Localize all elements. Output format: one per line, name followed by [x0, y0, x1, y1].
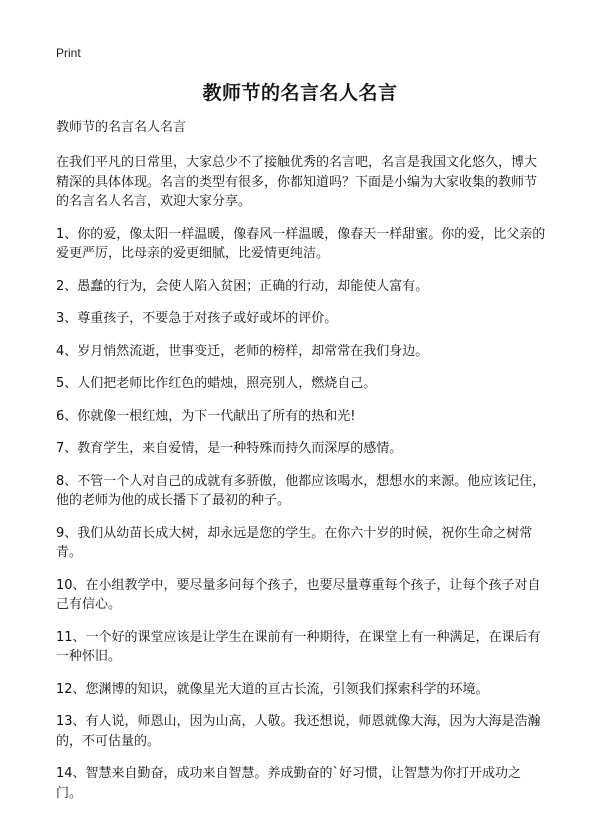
quote-paragraph: 1、你的爱，像太阳一样温暖，像春风一样温暖，像春天一样甜蜜。你的爱，比父亲的爱更严厉，比母亲的爱更细腻，比爱情更纯洁。 [56, 226, 546, 261]
quote-paragraph: 3、尊重孩子，不要急于对孩子或好或坏的评价。 [56, 311, 338, 326]
quote-paragraph: 11、一个好的课堂应该是让学生在课前有一种期待，在课堂上有一种满足，在课后有一种怀旧。 [56, 629, 541, 664]
quote-paragraph: 8、不管一个人对自己的成就有多骄傲，他都应该喝水，想想水的来源。他应该记住，他的老师为他的成长播下了最初的种子。 [56, 473, 546, 508]
print-link[interactable]: Print [56, 46, 81, 60]
article-body [56, 118, 546, 816]
quote-paragraph: 14、智慧来自勤奋，成功来自智慧。养成勤奋的`好习惯，让智慧为你打开成功之门。 [56, 766, 522, 801]
quote-paragraph: 4、岁月悄然流逝，世事变迁，老师的榜样，却常常在我们身边。 [56, 343, 429, 359]
quote-paragraph: 7、教育学生，来自爱情，是一种特殊而持久而深厚的感情。 [56, 441, 403, 456]
quote-paragraph: 5、人们把老师比作红色的蜡烛，照亮别人，燃烧自己。 [56, 376, 377, 391]
article-subtitle: 教师节的名言名人名言 [56, 120, 187, 135]
quote-paragraph: 10、在小组教学中，要尽量多问每个孩子，也要尽量尊重每个孩子，让每个孩子对自己有信心。 [56, 577, 541, 612]
quote-paragraph: 6、你就像一根红烛，为下一代献出了所有的热和光! [56, 408, 356, 424]
page-title: 教师节的名言名人名言 [202, 82, 398, 104]
quote-paragraph: 12、您渊博的知识，就像星光大道的亘古长流，引领我们探索科学的环境。 [56, 681, 489, 697]
quote-paragraph: 13、有人说，师恩山，因为山高，人敬。我还想说，师恩就像大海，因为大海是浩瀚的，不可估量的。 [56, 714, 541, 749]
quote-paragraph: 2、愚蠢的行为，会使人陷入贫困；正确的行动，却能使人富有。 [56, 278, 429, 294]
intro-paragraph: 在我们平凡的日常里，大家总少不了接触优秀的名言吧，名言是我国文化悠久，博大精深的具体体现。名言的类型有很多，你都知道吗？下面是小编为大家收集的教师节的名言名人名言，欢迎大家分享。 [56, 155, 538, 209]
quote-paragraph: 9、我们从幼苗长成大树，却永远是您的学生。在你六十岁的时候，祝你生命之树常青。 [56, 525, 533, 560]
